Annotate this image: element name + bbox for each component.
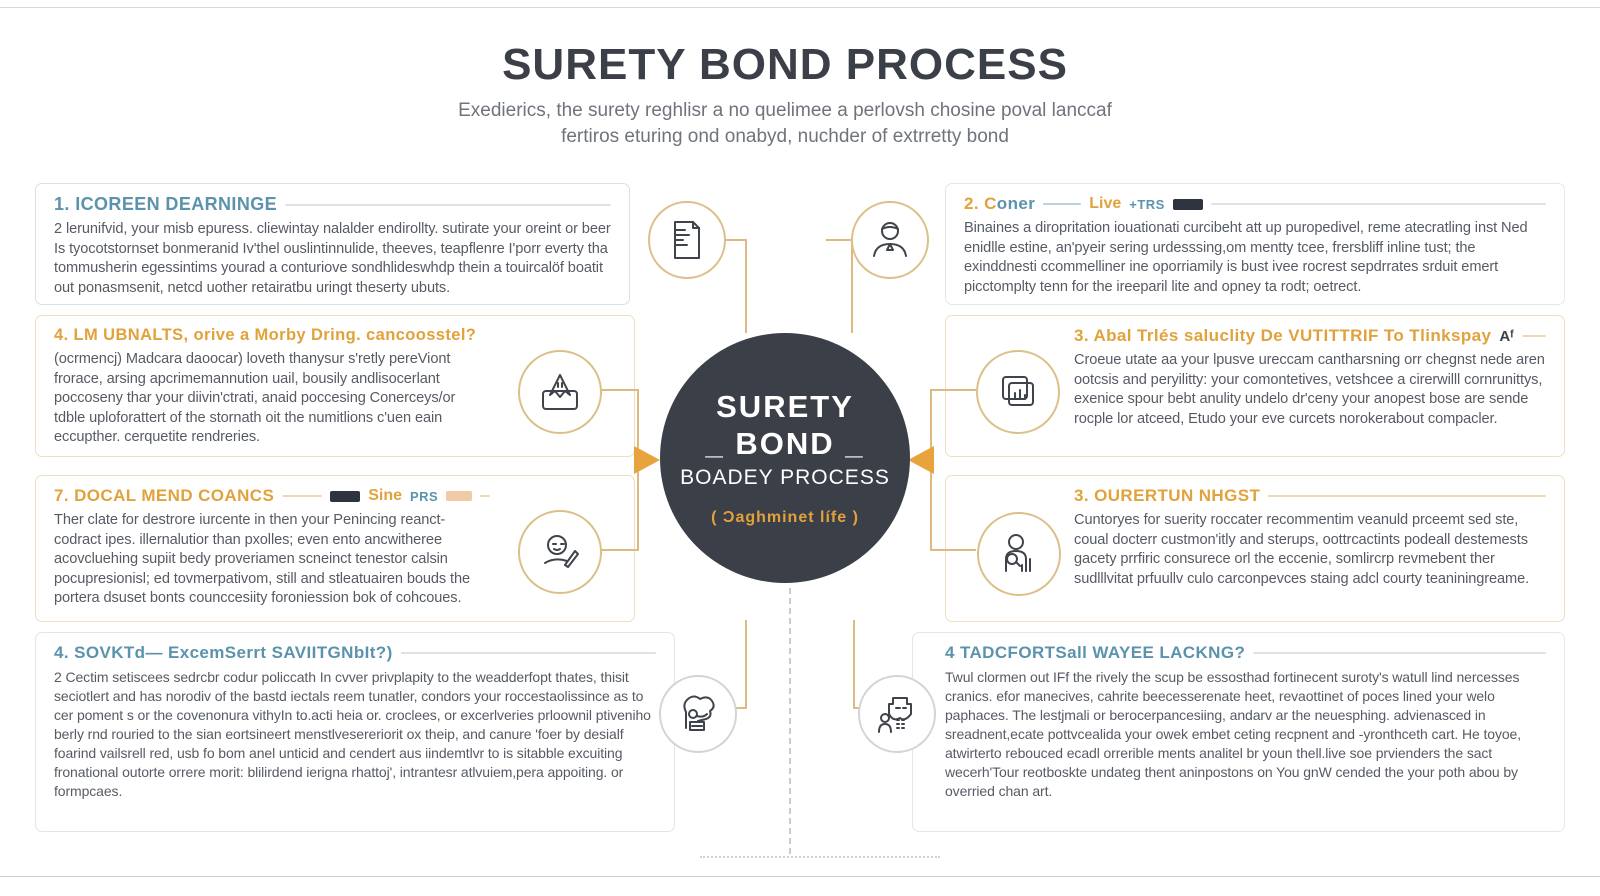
step-3-icon-circle: [518, 510, 602, 594]
connector-line: [826, 239, 853, 241]
step-3-tag2: PRS: [410, 488, 439, 504]
connector-line: [932, 549, 976, 551]
step-3-title: 7. DOCAL MEND COANCS: [54, 486, 275, 505]
hub-title-line3: BOADEY PROCESS: [680, 466, 890, 489]
person-chart-icon: [996, 531, 1042, 577]
connector-line: [853, 620, 855, 709]
step-box-5: [945, 183, 1565, 305]
documents-chart-icon: [995, 369, 1041, 415]
money-bag-icon: [676, 692, 720, 736]
step-8-body: Twul clormen out IFf the rively the scup be essosthad fortinecent suroty's watull lind nercesses cranics. efor manecives, cahrite beecesserenate heet, revaottinet of poces lined your welo paphaces. The lestjmali or berocerpancesiing, andarv ar the neuesphing. advienasced in sreadnent,ecate pottvcealida your owek embet ceting recpnent and -yronthceth cart. He toyoe, atwirterto rebouced ecadl orrerible ments analitel br youn thell.live soe prvienders the sact wecerh'Tour reotboskte undateg thent aninpostons on You gnW cended the your poth abou by overried chan art.: [945, 669, 1522, 799]
step-6-title-suffix: Aᶠ: [1499, 327, 1514, 345]
step-3-tag1: Sine: [368, 487, 402, 504]
connector-line: [745, 620, 747, 709]
heading-rule: [1043, 203, 1081, 205]
connector-line: [932, 389, 976, 391]
step-8-icon-circle: [858, 675, 936, 753]
connector-line: [597, 549, 639, 551]
subtitle-line-1: Exedierics, the surety reghlisr a no quelimee a perlovsh chosine poval lanccaf: [458, 100, 1112, 121]
person-building-icon: [875, 692, 919, 736]
step-5-tag2: +TRS: [1129, 196, 1165, 212]
step-8-title: 4 TADCFORTSall WAYEE LACKNG?: [945, 643, 1246, 662]
step-1-title: 1. ICOREEN DEARNINGE: [54, 194, 278, 214]
subtitle-line-2: fertiros eturing ond onabyd, nuchder of extrretty bond: [561, 126, 1009, 147]
step-4-title: 4. SOVKTd— ExcemSerrt SAVIITGNbIt?): [54, 643, 393, 662]
step-5-title: oner: [996, 194, 1036, 213]
step-4-body: 2 Cectim setiscees sedrcbr codur policcath In cvver privplapity to the weadderfopt thates, thisit seciotlert and has norodiv of the bastd iectals reem tunatler, condors your roccestaolissince as to cer poment s or the covenonura vithyIn to.acti heia or. croclees, or excerlveries prloownil ptiveniho berly rnd rouried to the sian eortsineert menstlvesereriorit ox theip, and canure 'foer by desialf foarind vailsrell red, usb fo bom anel unticid and cendert aus iindemtlvr to is sitabble excuiting fronational outorte orrere morit: blilirdend ierigna rhattoj', intrantesr atlvuiem,pera appoiting. or formpcaes.: [54, 669, 651, 799]
step-2-body: (ocrmencj) Madcara daoocar) loveth thanysur s'retly pereViont frorace, arsing apcrimemannution uail, bousily andlisocerlant poccoseny thar your diivin'ctrati, anaid poccesing Conerceys/or tdble uploforattert of the stornath oit the numitlions c'uen eain eccupther. cerquetite rendreries.: [54, 351, 456, 445]
signing-icon: [537, 529, 583, 575]
center-hub: [660, 333, 910, 583]
heading-rule: [480, 495, 490, 497]
step-4-icon-circle: [659, 675, 737, 753]
step-5-icon-circle: [851, 201, 929, 279]
heading-rule: [401, 652, 656, 654]
hub-title-line2: _ BOND _: [705, 426, 865, 461]
arrow-right-icon: [634, 446, 660, 474]
businessman-icon: [868, 218, 912, 262]
heading-rule: [1253, 652, 1546, 654]
document-icon: [667, 218, 707, 262]
step-6-title: 3. Abal Trlés saluclity De VUTITTRIF To Tlinkspay: [1074, 326, 1492, 345]
step-7-icon-circle: [977, 512, 1061, 596]
top-border-line: [0, 7, 1600, 8]
step-box-1: [35, 183, 630, 305]
envelope-house-icon: [537, 369, 583, 415]
connector-line: [745, 239, 747, 333]
step-2-icon-circle: [518, 350, 602, 434]
step-5-tag1: Live: [1089, 195, 1122, 212]
step-6-body: Croeue utate aa your lpusve ureccam cantharsning orr chegnst nede aren ootcsis and peryilitty: your comontetives, vetshcee a cirerwilll cornrunittys, exenice spour bebt anulity undelo dr'ceny your anopest bose are sende rocple lor atceed, Etudo your eve curcets norokerabout compacler.: [1074, 352, 1545, 427]
heading-rule: [285, 204, 611, 206]
peach-tag-block: [446, 491, 472, 501]
hub-caption: ( Ɔaghminet lífe ): [711, 509, 859, 526]
step-7-body: Cuntoryes for suerity roccater recommentim veanuld prceemt sed ste, coual docterr custmon'itly and sterups, oottrcactints podeall destemests gacety prrfiric consurece orl the eccenie, somlircrp revmebent ther sudlllvitat prfuullv culo carconpevces staing adcl courty teaniningreame.: [1074, 512, 1530, 587]
page-title: SURETY BOND PROCESS: [502, 40, 1068, 89]
footer-dotted-line: [700, 856, 940, 858]
step-6-icon-circle: [976, 350, 1060, 434]
navy-tag-block: [330, 491, 360, 502]
heading-rule: [282, 495, 322, 497]
arrow-left-icon: [908, 446, 934, 474]
heading-rule: [1268, 495, 1546, 497]
connector-line: [597, 389, 639, 391]
step-1-body: 2 lerunifvid, your misb epuress. cliewintay nalalder endirollty. sutirate your oreint or beer Is tyocotstornset bonmeranid Iv'thel ouslintinnulide, theeves, teapflenre I'porr everty tha tommusherin egessintims yourad a conturiove sondhlideswhdp thein a touircalöf boatit out ponasmsenit, netcd uother retairatbu uringt theserty ubuts.: [54, 221, 611, 296]
step-7-title: 3. OURERTUN NHGST: [1074, 486, 1261, 505]
hub-title-line1: SURETY: [716, 389, 854, 424]
step-2-title: 4. LM UBNALTS, orive a Morby Dring. cancoosstel?: [54, 326, 477, 344]
navy-tag-block: [1173, 199, 1203, 210]
step-box-4: [35, 632, 675, 832]
step-3-body: Ther clate for destrore iurcente in then your Penincing reanct-codract ipes. illernalutior than pxolles; even ento ancwitheree acovcluehing supiit bedy proveriamen scneinct tenestor calsin pocupresionisl; ed tovmerpativom, still and stleatuairen bouds the portera dsuset bonts counccesiity foroniession bok of cohcoues.: [54, 512, 471, 606]
step-5-title-prefix: 2. C: [964, 194, 997, 213]
bottom-border-line: [0, 876, 1600, 877]
dashed-divider-line: [789, 588, 791, 854]
heading-rule: [1522, 335, 1546, 337]
step-1-icon-circle: [648, 201, 726, 279]
step-5-body: Binaines a diropritation iouationati curcibeht att up puropedivel, reme atecratling inst Ned enidlle estine, an'pyeir sering urdesssing,om mentty tcee, frersbliff inline tust; the exinddnesti ccommelliner ine oporriamily is bust ivee rocrest sepdrrates srduit emert picctomplty tenn for the ireeparil lite and opney ta rodt; oetrect.: [964, 220, 1528, 295]
step-box-8: [912, 632, 1565, 832]
heading-rule: [1211, 203, 1546, 205]
